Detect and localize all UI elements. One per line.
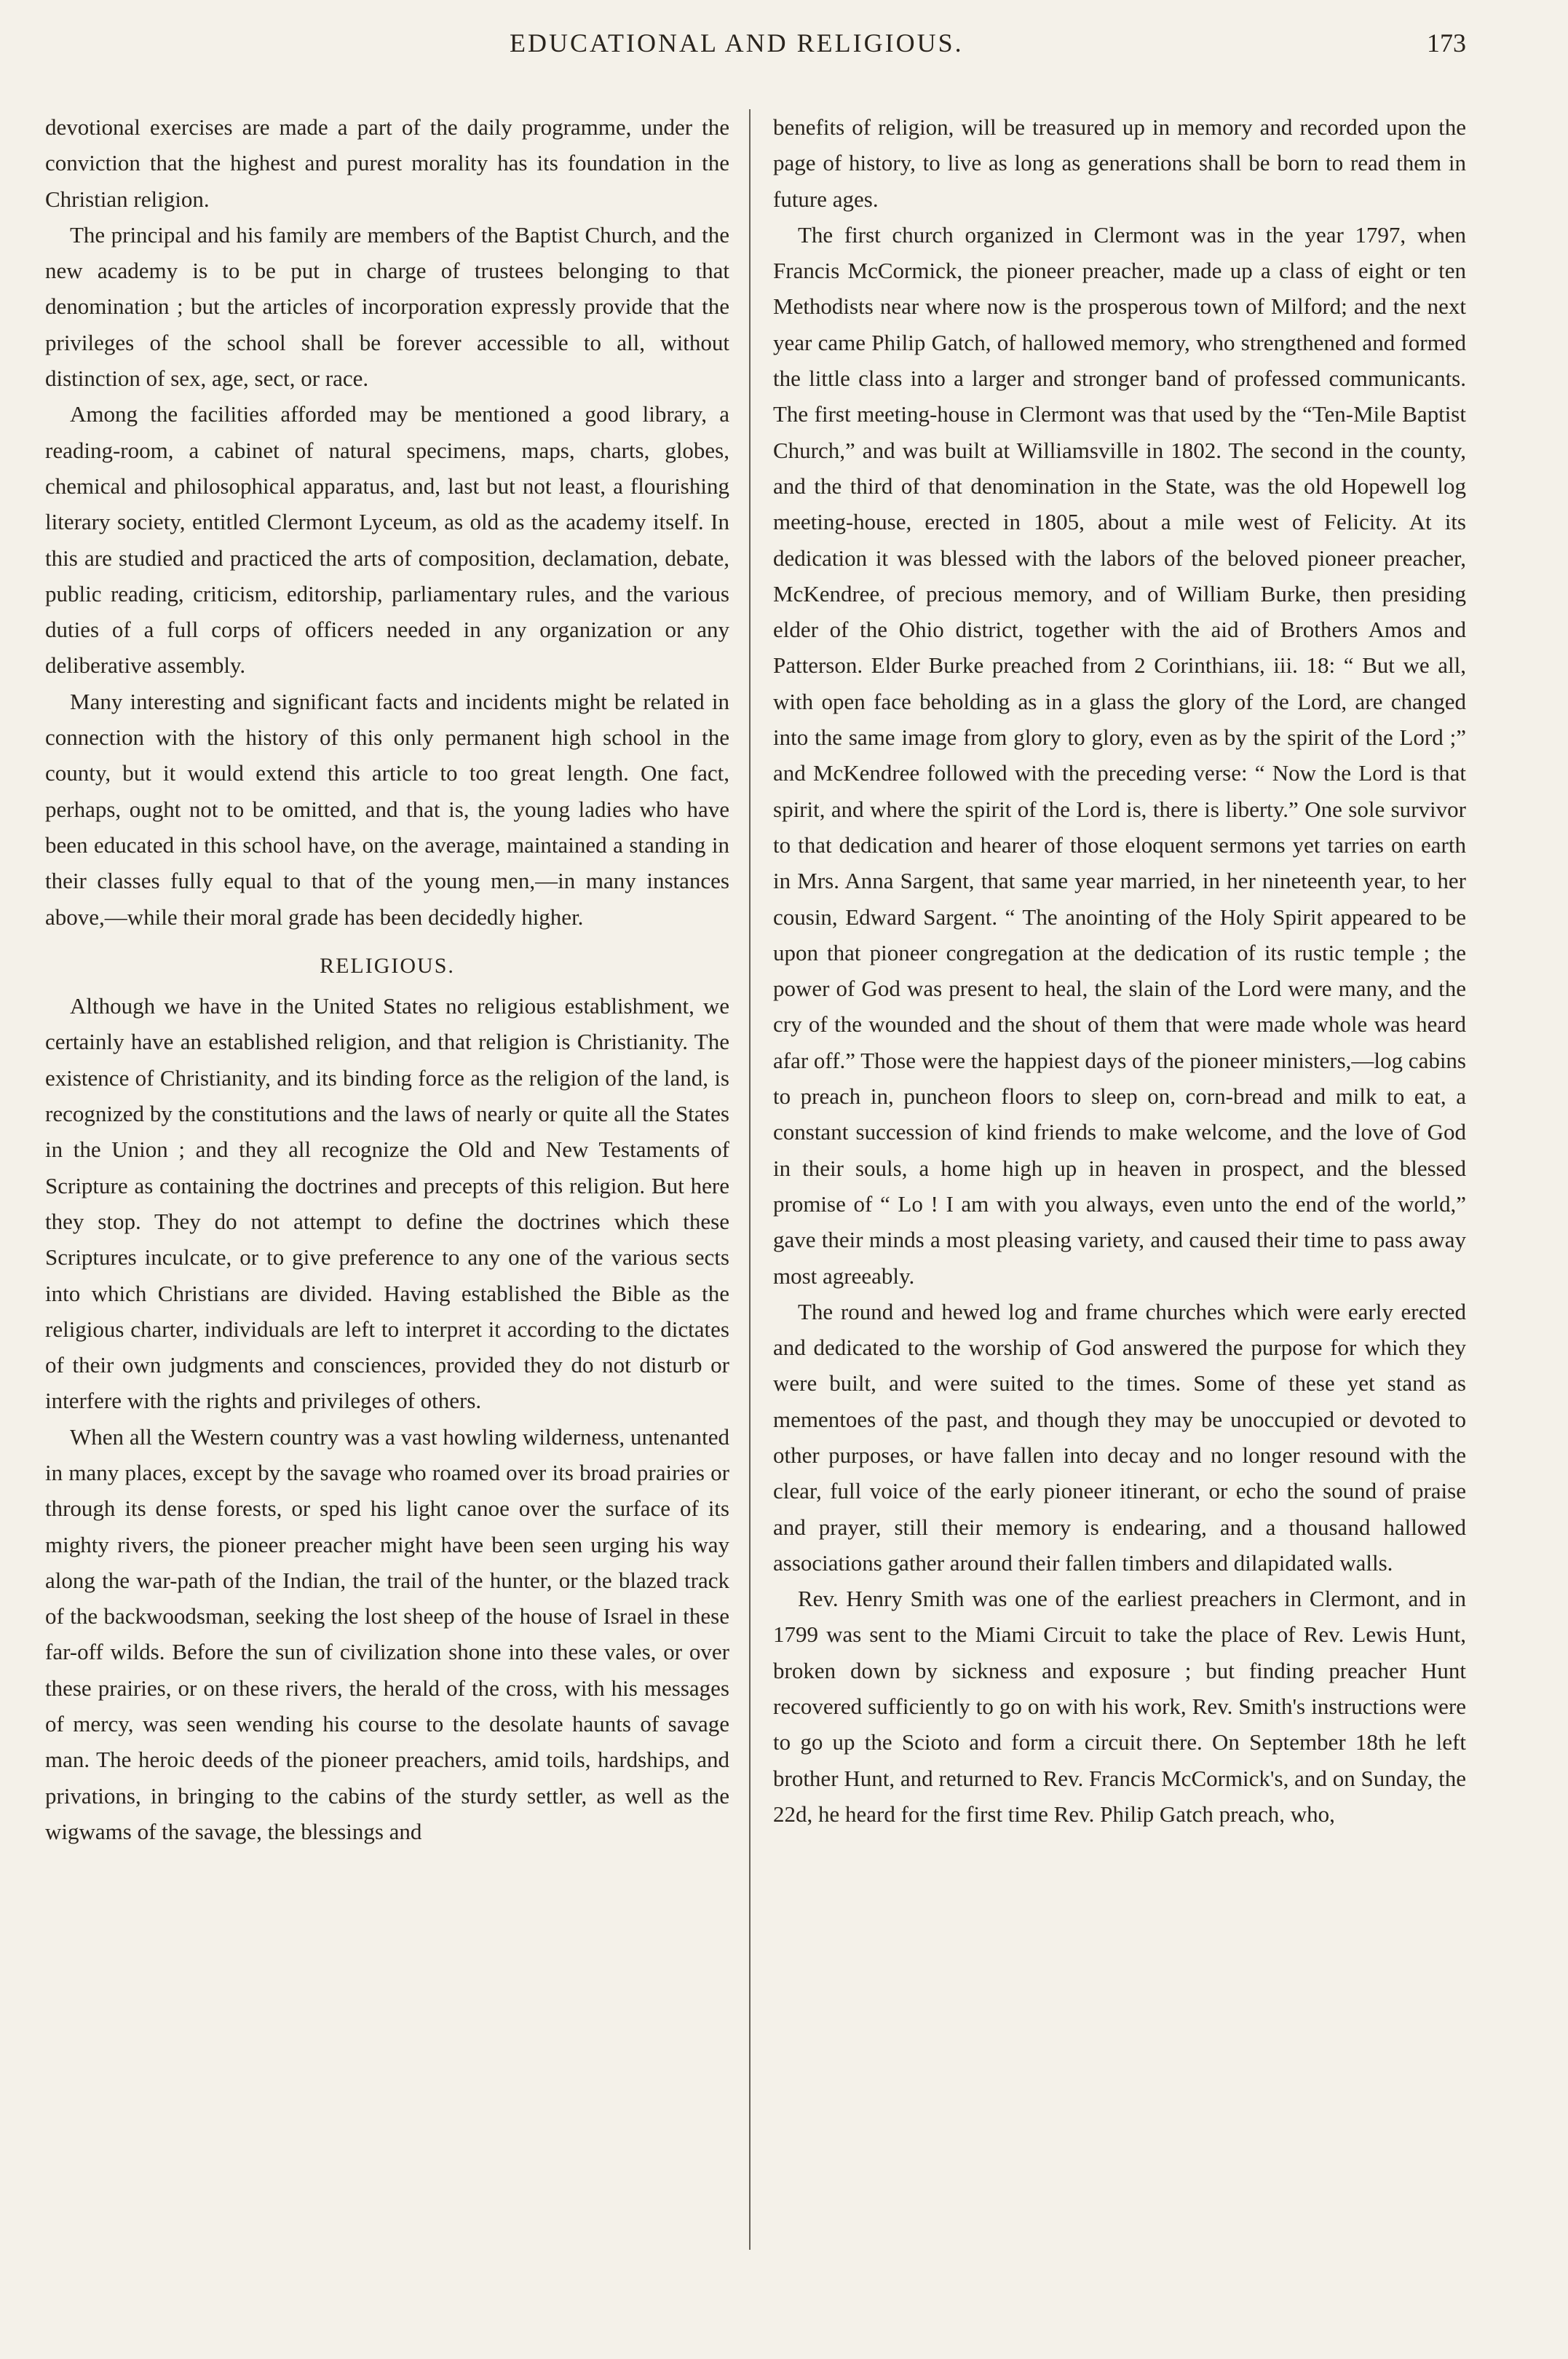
paragraph: devotional exercises are made a part of the daily programme, under the conviction that the highest and purest morality has its foundation in the Christian religion. xyxy=(45,114,729,212)
right-column xyxy=(773,109,1466,1832)
paragraph: Although we have in the United States no religious establishment, we certainly have an established religion, and that religion is Christianity. The existence of Christianity, and its binding force as the religion of the land, is recognized by the constitutions and the laws of nearly or quite all the States in the Union ; and they all recognize the Old and New Testaments of Scripture as containing the doctrines and precepts of this religion. But here they stop. They do not attempt to define the doctrines which these Scriptures inculcate, or to give preference to any one of the various sects into which Christians are divided. Having established the Bible as the religious charter, individuals are left to interpret it according to the dictates of their own judgments and consciences, provided they do not disturb or interfere with the rights and privileges of others. xyxy=(45,993,729,1414)
paragraph: The first church organized in Clermont was in the year 1797, when Francis McCormick, the pioneer preacher, made up a class of eight or ten Methodists near where now is the prosperous town of Milford; and the next year came Philip Gatch, of hallowed memory, who strengthened and formed the little class into a larger and stronger band of professed communicants. The first meeting-house in Clermont was that used by the “Ten-Mile Baptist Church,” and was built at Williamsville in 1802. The second in the county, and the third of that denomination in the State, was the old Hopewell log meeting-house, erected in 1805, about a mile west of Felicity. At its dedication it was blessed with the labors of the beloved pioneer preacher, McKendree, of precious memory, and of William Burke, then presiding elder of the Ohio district, together with the aid of Brothers Amos and Patterson. Elder Burke preached from 2 Corinthians, iii. 18: “ But we all, with open face beholding as in a glass the glory of the Lord, are changed into the same image from glory to glory, even as by the spirit of the Lord ;” and McKendree followed with the preceding verse: “ Now the Lord is that spirit, and where the spirit of the Lord is, there is liberty.” One sole survivor to that dedication and hearer of those eloquent sermons yet tarries on earth in Mrs. Anna Sargent, that same year married, in her nineteenth year, to her cousin, Edward Sargent. “ The anointing of the Holy Spirit appeared to be upon that pioneer congregation at the dedication of its rustic temple ; the power of God was present to heal, the slain of the Lord were many, and the cry of the wounded and the shout of them that were made whole was heard afar off.” Those were the happiest days of the pioneer ministers,—log cabins to preach in, puncheon floors to sleep on, corn-bread and milk to eat, a constant succession of kind friends to make welcome, and the love of God in their souls, a home high up in heaven in prospect, and the blessed promise of “ Lo ! I am with you always, even unto the end of the world,” gave their minds a most pleasing variety, and caused their time to pass away most agreeably. xyxy=(773,221,1466,1289)
page-number: 173 xyxy=(1427,28,1466,58)
paragraph: When all the Western country was a vast howling wilderness, untenanted in many places, except by the savage who roamed over its broad prairies or through its dense forests, or sped his light canoe over the surface of its mighty rivers, the pioneer preacher might have been seen urging his way along the war-path of the Indian, the trail of the hunter, or the blazed track of the backwoodsman, seeking the lost sheep of the house of Israel in these far-off wilds. Before the sun of civilization shone into these vales, or over these prairies, or on these rivers, the herald of the cross, with his messages of mercy, was seen wending his course to the desolate haunts of savage man. The heroic deeds of the pioneer preachers, amid toils, hardships, and privations, in bringing to the cabins of the sturdy settler, as well as the wigwams of the savage, the blessings and xyxy=(45,1423,729,1844)
paragraph: The round and hewed log and frame churches which were early erected and dedicated to the worship of God answered the purpose for which they were built, and were suited to the times. Some of these yet stand as mementoes of the past, and though they may be unoccupied or devoted to other purposes, or have fallen into decay and no longer resound with the clear, full voice of the early pioneer itinerant, or echo the sound of praise and prayer, still their memory is endearing, and a thousand hallowed associations gather around their fallen timbers and dilapidated walls. xyxy=(773,1298,1466,1576)
left-column xyxy=(45,109,729,1849)
paragraph: benefits of religion, will be treasured up in memory and recorded upon the page of history, to live as long as generations shall be born to read them in future ages. xyxy=(773,114,1466,212)
paragraph: Many interesting and significant facts and incidents might be related in connection with the history of this only permanent high school in the county, but it would extend this article to too great length. One fact, perhaps, ought not to be omitted, and that is, the young ladies who have been educated in this school have, on the average, maintained a standing in their classes fully equal to that of the young men,—in many instances above,—while their moral grade has been decidedly higher. xyxy=(45,688,729,930)
paragraph: Among the facilities afforded may be mentioned a good library, a reading-room, a cabinet of natural specimens, maps, charts, globes, chemical and philosophical apparatus, and, last but not least, a flourishing literary society, entitled Clermont Lyceum, as old as the academy itself. In this are studied and practiced the arts of composition, declamation, debate, public reading, criticism, editorship, parliamentary rules, and the various duties of a full corps of officers needed in any organization or any deliberative assembly. xyxy=(45,401,729,679)
column-divider xyxy=(749,109,751,2250)
running-head xyxy=(0,28,1568,71)
running-title: EDUCATIONAL AND RELIGIOUS. xyxy=(510,28,964,58)
section-heading: RELIGIOUS. xyxy=(320,953,455,978)
paragraph: The principal and his family are members of the Baptist Church, and the new academy is to be put in charge of trustees belonging to that denomination ; but the articles of incorporation expressly provide that the privileges of the school shall be forever accessible to all, without distinction of sex, age, sect, or race. xyxy=(45,221,729,392)
paragraph: Rev. Henry Smith was one of the earliest preachers in Clermont, and in 1799 was sent to the Miami Circuit to take the place of Rev. Lewis Hunt, broken down by sickness and exposure ; but finding preacher Hunt recovered sufficiently to go on with his work, Rev. Smith's instructions were to go up the Scioto and form a circuit there. On September 18th he left brother Hunt, and returned to Rev. Francis McCormick's, and on Sunday, the 22d, he heard for the first time Rev. Philip Gatch preach, who, xyxy=(773,1586,1466,1827)
